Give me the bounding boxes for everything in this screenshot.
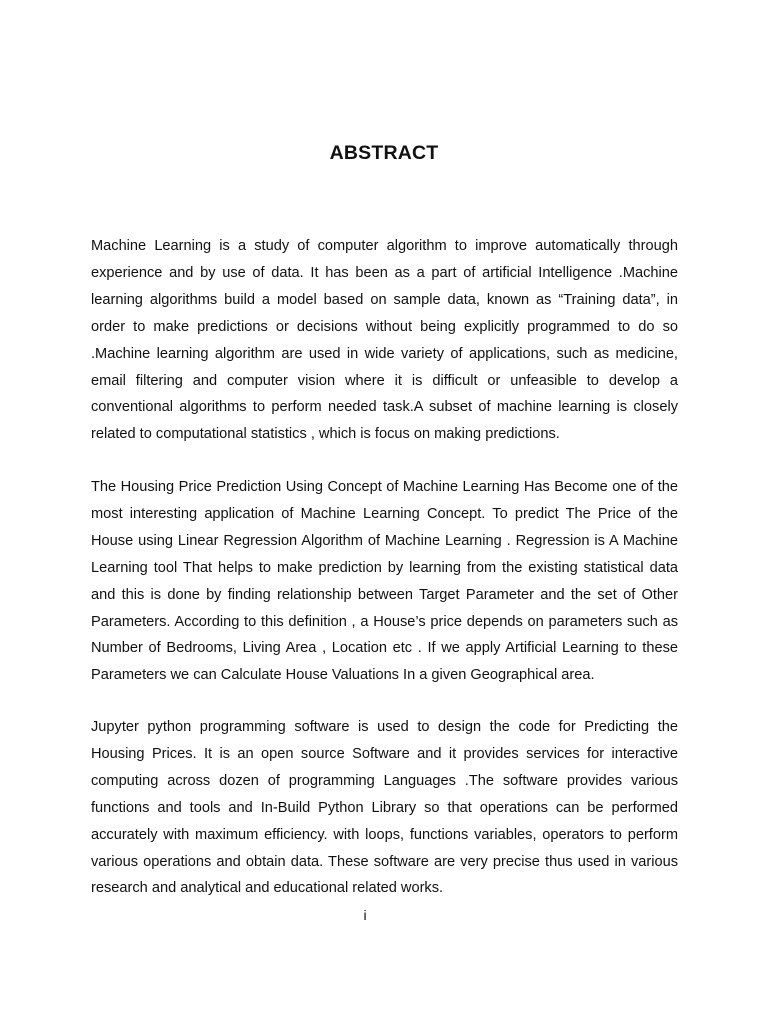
paragraph-housing-price: The Housing Price Prediction Using Concept of Machine Learning Has Become one of the most interesting application of Machine Learning Concept. To predict The Price of the House using Linear Regression Algorithm of Machine Learning . Regression is A Machine Learning tool That helps to make prediction by learning from the existing statistical data and this is done by finding relationship between Target Parameter and the set of Other Parameters. According to this definition , a House’s price depends on parameters such as Number of Bedrooms, Living Area , Location etc . If we apply Artificial Learning to these Parameters we can Calculate House Valuations In a given Geographical area.: [91, 479, 678, 684]
paragraph-jupyter: Jupyter python programming software is used to design the code for Predicting the Housing Prices. It is an open source Software and it provides services for interactive computing across dozen of programming Languages .The software provides various functions and tools and In-Build Python Library so that operations can be performed accurately with maximum efficiency. with loops, functions variables, operators to perform various operations and obtain data. These software are very precise thus used in various research and analytical and educational related works.: [91, 719, 678, 897]
paragraph-machine-learning: Machine Learning is a study of computer algorithm to improve automatically through experience and by use of data. It has been as a part of artificial Intelligence .Machine learning algorithms build a model based on sample data, known as “Training data”, in order to make predictions or decisions without being explicitly programmed to do so .Machine learning algorithm are used in wide variety of applications, such as medicine, email filtering and computer vision where it is difficult or unfeasible to develop a conventional algorithms to perform needed task.A subset of machine learning is closely related to computational statistics , which is focus on making predictions.: [91, 238, 678, 443]
page-number: i: [363, 907, 367, 923]
abstract-title: ABSTRACT: [329, 142, 439, 164]
